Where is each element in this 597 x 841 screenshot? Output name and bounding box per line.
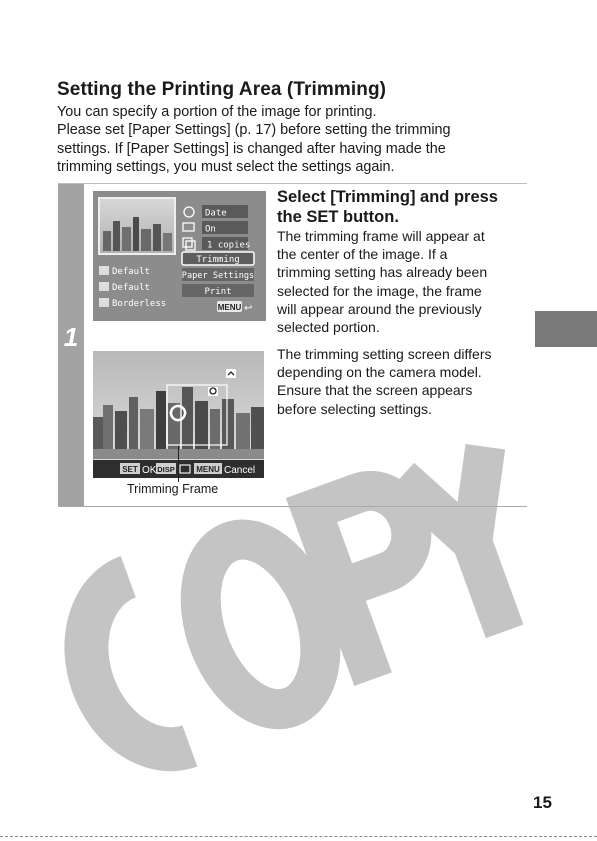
cancel-label: Cancel: [224, 465, 256, 476]
step-note: [277, 345, 527, 418]
step-note-line: Ensure that the screen appears: [277, 382, 473, 399]
intro-line: Please set [Paper Settings] (p. 17) before setting the trimming: [57, 122, 451, 139]
setting-borderless: Borderless: [112, 299, 167, 309]
step-body-line: The trimming frame will appear at: [277, 228, 485, 244]
step-body-line: trimming setting has already been: [277, 264, 488, 281]
step-heading-line: Select [Trimming] and press: [277, 188, 498, 206]
trimming-frame-label: Trimming Frame: [127, 482, 219, 496]
divider-top: [58, 183, 527, 184]
setting-default-1: Default: [112, 267, 150, 277]
step-body-line: will appear around the previously: [277, 300, 482, 317]
step-body-line: the center of the image. If a: [277, 246, 448, 263]
step-note-line: The trimming setting screen differs: [277, 346, 492, 362]
step-number: 1: [63, 322, 79, 352]
option-on: On: [205, 224, 216, 235]
divider-bottom: [58, 506, 527, 507]
step-body-line: selected portion.: [277, 319, 380, 336]
step-body: [277, 227, 527, 336]
callout-leader: [178, 446, 179, 482]
section-title: Setting the Printing Area (Trimming): [57, 79, 387, 100]
step-note-line: before selecting settings.: [277, 400, 432, 417]
step-heading: [277, 188, 527, 227]
option-copies: 1 copies: [207, 240, 251, 251]
step-bar: [58, 184, 84, 506]
intro-paragraph: [57, 103, 527, 176]
step-body-line: selected for the image, the frame: [277, 282, 482, 299]
setting-default-2: Default: [112, 283, 150, 293]
menu-paper-settings: Paper Settings: [181, 271, 255, 281]
step-note-line: depending on the camera model.: [277, 364, 482, 381]
set-key: SET: [122, 465, 138, 474]
option-date: Date: [205, 208, 227, 219]
intro-line: settings. If [Paper Settings] is changed after having made the: [57, 140, 446, 157]
disp-key: DISP: [157, 465, 175, 474]
rotate-icon: [226, 369, 236, 378]
step-heading-line: the SET button.: [277, 207, 399, 226]
page-bottom-edge: [0, 836, 597, 837]
menu-key: MENU: [196, 465, 220, 474]
intro-line: You can specify a portion of the image for printing.: [57, 104, 377, 120]
print-settings-screen: [93, 191, 266, 321]
menu-print: Print: [204, 287, 232, 297]
menu-button: MENU: [217, 303, 242, 312]
intro-line: trimming settings, you must select the settings again.: [57, 158, 395, 175]
ok-label: OK: [142, 465, 157, 476]
chapter-tab: [535, 311, 597, 347]
menu-trimming: Trimming: [196, 255, 240, 265]
back-icon: ↩: [244, 303, 253, 314]
page-number: 15: [533, 793, 552, 812]
